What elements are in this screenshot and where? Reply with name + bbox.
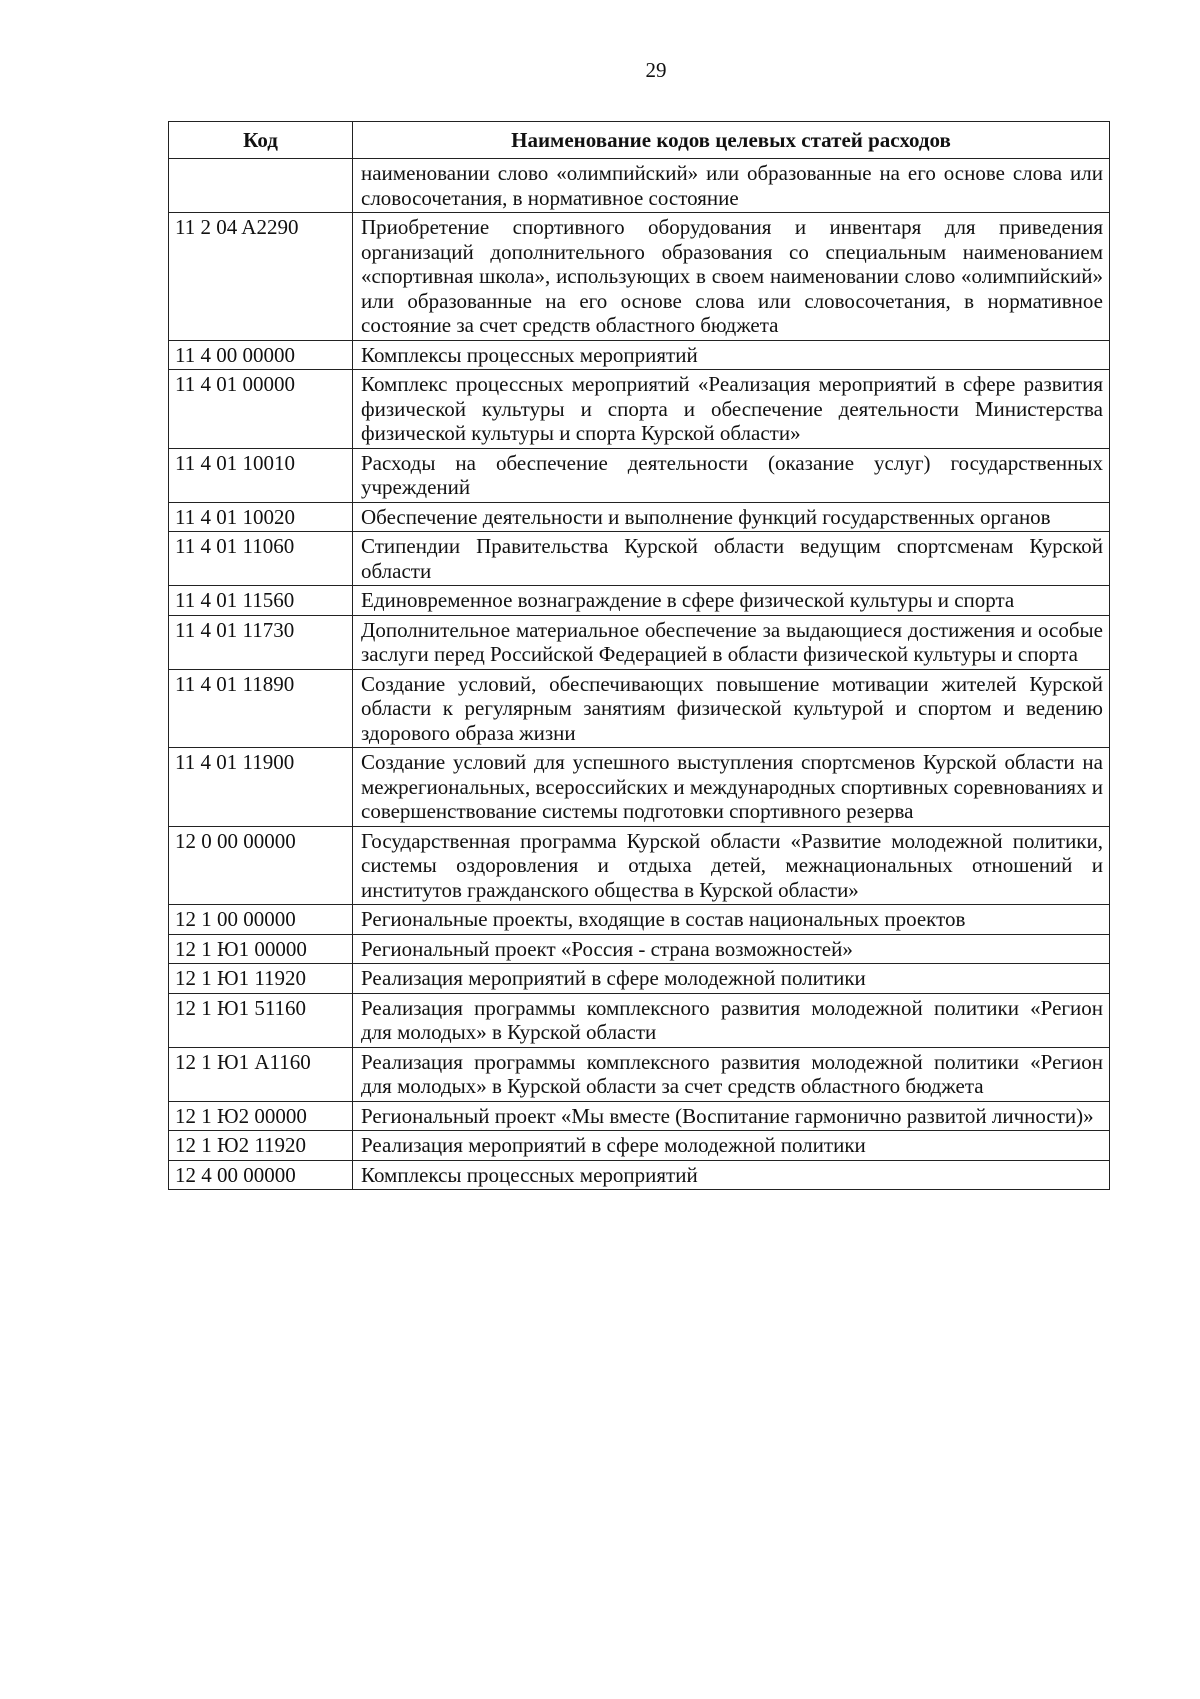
row-name: Стипендии Правительства Курской области ведущим спортсменам Курской области bbox=[353, 532, 1110, 586]
row-name: Региональный проект «Мы вместе (Воспитание гармонично развитой личности)» bbox=[353, 1101, 1110, 1131]
row-name: Обеспечение деятельности и выполнение функций государственных органов bbox=[353, 502, 1110, 532]
header-code: Код bbox=[169, 122, 353, 159]
row-name: наименовании слово «олимпийский» или образованные на его основе слова или словосочетания, в нормативное состояние bbox=[353, 159, 1110, 213]
row-code: 12 1 Ю1 51160 bbox=[169, 993, 353, 1047]
table-header-row bbox=[169, 122, 1110, 159]
row-code: 12 1 Ю1 A1160 bbox=[169, 1047, 353, 1101]
row-name: Реализация программы комплексного развития молодежной политики «Регион для молодых» в Курской области за счет средств областного бюджета bbox=[353, 1047, 1110, 1101]
row-name: Региональный проект «Россия - страна возможностей» bbox=[353, 934, 1110, 964]
table-row bbox=[169, 826, 1110, 905]
row-code: 12 1 Ю1 11920 bbox=[169, 964, 353, 994]
row-code: 11 4 01 11900 bbox=[169, 748, 353, 827]
table-row bbox=[169, 1160, 1110, 1190]
row-code: 12 1 Ю2 00000 bbox=[169, 1101, 353, 1131]
table-row bbox=[169, 993, 1110, 1047]
row-name: Региональные проекты, входящие в состав национальных проектов bbox=[353, 905, 1110, 935]
row-code: 12 1 Ю2 11920 bbox=[169, 1131, 353, 1161]
row-code: 11 4 01 11560 bbox=[169, 586, 353, 616]
row-code: 11 4 01 11890 bbox=[169, 669, 353, 748]
table-row bbox=[169, 586, 1110, 616]
row-name: Комплексы процессных мероприятий bbox=[353, 340, 1110, 370]
row-code: 11 4 01 11060 bbox=[169, 532, 353, 586]
table-row bbox=[169, 615, 1110, 669]
row-code: 11 4 01 10010 bbox=[169, 448, 353, 502]
row-name: Расходы на обеспечение деятельности (оказание услуг) государственных учреждений bbox=[353, 448, 1110, 502]
row-name: Реализация мероприятий в сфере молодежной политики bbox=[353, 1131, 1110, 1161]
table-row bbox=[169, 1101, 1110, 1131]
table-row bbox=[169, 370, 1110, 449]
row-name: Реализация программы комплексного развития молодежной политики «Регион для молодых» в Курской области bbox=[353, 993, 1110, 1047]
table-row bbox=[169, 159, 1110, 213]
target-expense-codes-table bbox=[168, 121, 1110, 1190]
table-row bbox=[169, 502, 1110, 532]
row-code: 11 4 01 10020 bbox=[169, 502, 353, 532]
row-name: Дополнительное материальное обеспечение за выдающиеся достижения и особые заслуги перед Российской Федерацией в области физической культуры и спорта bbox=[353, 615, 1110, 669]
table-row bbox=[169, 905, 1110, 935]
table-row bbox=[169, 934, 1110, 964]
row-code: 11 4 00 00000 bbox=[169, 340, 353, 370]
row-name: Комплексы процессных мероприятий bbox=[353, 1160, 1110, 1190]
table-row bbox=[169, 1047, 1110, 1101]
row-name: Создание условий для успешного выступления спортсменов Курской области на межрегиональных, всероссийских и международных спортивных соревнованиях и совершенствование системы подготовки спортивного резерва bbox=[353, 748, 1110, 827]
table-row bbox=[169, 213, 1110, 341]
table-row bbox=[169, 448, 1110, 502]
table-row bbox=[169, 748, 1110, 827]
page-number: 29 bbox=[645, 58, 667, 82]
row-code: 11 2 04 A2290 bbox=[169, 213, 353, 341]
row-code bbox=[169, 159, 353, 213]
table-row bbox=[169, 340, 1110, 370]
row-code: 11 4 01 11730 bbox=[169, 615, 353, 669]
row-code: 11 4 01 00000 bbox=[169, 370, 353, 449]
row-code: 12 4 00 00000 bbox=[169, 1160, 353, 1190]
row-name: Создание условий, обеспечивающих повышение мотивации жителей Курской области к регулярным занятиям физической культурой и спортом и ведению здорового образа жизни bbox=[353, 669, 1110, 748]
row-name: Комплекс процессных мероприятий «Реализация мероприятий в сфере развития физической культуры и спорта и обеспечение деятельности Министерства физической культуры и спорта Курской области» bbox=[353, 370, 1110, 449]
row-name: Реализация мероприятий в сфере молодежной политики bbox=[353, 964, 1110, 994]
table-row bbox=[169, 964, 1110, 994]
table-row bbox=[169, 532, 1110, 586]
row-code: 12 1 Ю1 00000 bbox=[169, 934, 353, 964]
table-row bbox=[169, 669, 1110, 748]
row-name: Единовременное вознаграждение в сфере физической культуры и спорта bbox=[353, 586, 1110, 616]
table-row bbox=[169, 1131, 1110, 1161]
row-code: 12 1 00 00000 bbox=[169, 905, 353, 935]
row-name: Государственная программа Курской области «Развитие молодежной политики, системы оздоровления и отдыха детей, межнациональных отношений и институтов гражданского общества в Курской области» bbox=[353, 826, 1110, 905]
header-name: Наименование кодов целевых статей расходов bbox=[353, 122, 1110, 159]
row-name: Приобретение спортивного оборудования и инвентаря для приведения организаций дополнительного образования со специальным наименованием «спортивная школа», использующих в своем наименовании слово «олимпийский» или образованные на его основе слова или словосочетания, в нормативное состояние за счет средств областного бюджета bbox=[353, 213, 1110, 341]
row-code: 12 0 00 00000 bbox=[169, 826, 353, 905]
